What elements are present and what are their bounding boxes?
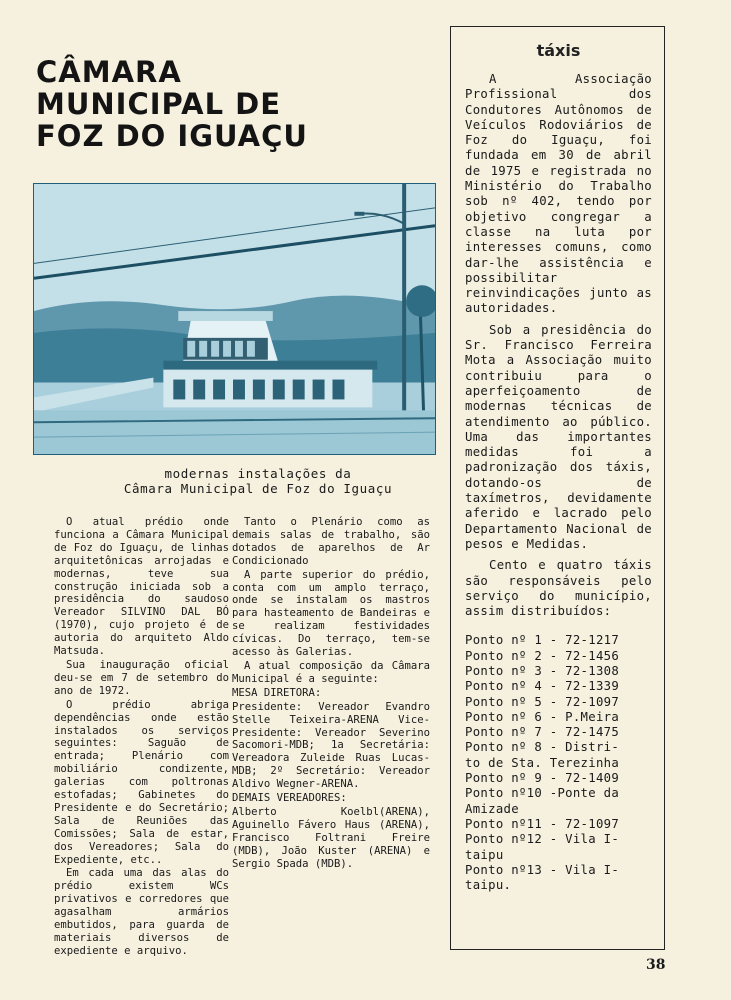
taxi-point-continuation: to de Sta. Terezinha: [465, 755, 620, 770]
list-item: [465, 817, 652, 832]
list-item: [465, 863, 652, 894]
taxi-point: Ponto nº 7 - 72-1475: [465, 725, 620, 740]
taxi-point-continuation: taipu.: [465, 878, 512, 893]
taxi-point: Ponto nº 2 - 72-1456: [465, 648, 620, 663]
article-paragraph: O atual prédio onde funciona a Câmara Municipal de Foz do Iguaçu, de linhas arquitetônicas arrojadas e modernas, teve sua construção iniciada sob a presidência do saudoso Vereador SILVINO DAL BÓ (1970), cujo projeto é de autoria do arquiteto Aldo Matsuda.: [54, 516, 229, 658]
article-paragraph: Em cada uma das alas do prédio existem WCs privativos e corredores que agasalham armários embutidos, para guarda de materiais diversos de expediente e arquivo.: [54, 867, 229, 957]
mesa-diretora-list: Presidente: Vereador Evandro Stelle Teixeira-ARENA Vice-Presidente: Vereador Severino Sacomori-MDB; 1a Secretária: Vereadora Zuleide Ruas Lucas-MDB; 2º Secretário: Vereador Aldivo Wegner-ARENA.: [232, 700, 430, 791]
page-number: 38: [646, 957, 666, 973]
article-column-middle: [232, 516, 430, 871]
list-item: [465, 679, 652, 694]
demais-vereadores-list: Alberto Koelbl(ARENA), Aguinello Fávero Haus (ARENA), Francisco Foltrani Freire (MDB), João Kuster (ARENA) e Sergio Spada (MDB).: [232, 805, 430, 870]
taxi-point: Ponto nº11 - 72-1097: [465, 816, 620, 831]
taxi-point: Ponto nº13 - Vila I-: [465, 862, 620, 877]
caption-line-1: modernas instalações da: [164, 466, 352, 481]
taxi-point: Ponto nº12 - Vila I-: [465, 832, 620, 847]
photo-caption: [88, 466, 428, 496]
list-item: [465, 695, 652, 710]
sidebar-paragraph: Sob a presidência do Sr. Francisco Ferreira Mota a Associação muito contribuiu para o aperfeiçoamento de modernas técnicas de atendimento ao público. Uma das importantes medidas foi a padronização dos táxis, dotando-os de taxímetros, devidamente aferido e lacrado pelo Departamento Nacional de pesos e Medidas.: [465, 322, 652, 551]
demais-vereadores-heading: DEMAIS VEREADORES:: [232, 792, 347, 805]
taxi-points-list: [465, 633, 652, 893]
sidebar-paragraph: Cento e quatro táxis são responsáveis pelo serviço do município, assim distribuídos:: [465, 558, 652, 619]
page-title: [36, 56, 356, 152]
article-paragraph: Tanto o Plenário como as demais salas de trabalho, são dotados de aparelhos de Ar Condicionado: [232, 516, 430, 567]
article-paragraph: O prédio abriga dependências onde estão instalados os serviços seguintes: Saguão de entrada; Plenário com mobiliário condizente, galerias com poltronas estofadas; Gabinetes do Presidente e do Secretário; Sala de Reuniões das Comissões; Sala de estar, dos Vereadores; Sala do Expediente, etc..: [54, 698, 229, 866]
taxi-point: Ponto nº 8 - Distri-: [465, 740, 620, 755]
list-item: [465, 725, 652, 740]
article-paragraph: A atual composição da Câmara Municipal é a seguinte:: [232, 659, 430, 685]
taxi-point: Ponto nº 1 - 72-1217: [465, 633, 620, 648]
list-item: [465, 771, 652, 786]
list-item: [465, 649, 652, 664]
title-line-2: MUNICIPAL DE: [36, 87, 282, 121]
taxi-point: Ponto nº10 -Ponte da: [465, 786, 620, 801]
list-item: [465, 786, 652, 817]
taxi-point: Ponto nº 5 - 72-1097: [465, 694, 620, 709]
mesa-diretora-heading: MESA DIRETORA:: [232, 686, 322, 699]
list-item: [465, 664, 652, 679]
title-line-3: FOZ DO IGUAÇU: [36, 119, 308, 153]
title-line-1: CÂMARA: [36, 55, 182, 89]
article-paragraph: A parte superior do prédio, conta com um amplo terraço, onde se instalam os mastros para hasteamento de Bandeiras e se realizam festividades cívicas. Do terraço, tem-se acesso às Galerias.: [232, 568, 430, 659]
sidebar-paragraph: A Associação Profissional dos Condutores Autônomos de Veículos Rodoviários de Foz do Iguaçu, foi fundada em 30 de abril de 1975 e registrada no Ministério do Trabalho sob nº 402, tendo por objetivo congregar a classe na luta por interesses comuns, como dar-lhe assistência e possibilitar reinvindicações junto as autoridades.: [465, 72, 652, 316]
taxi-point-continuation: taipu: [465, 847, 504, 862]
list-item: [465, 710, 652, 725]
taxi-point: Ponto nº 3 - 72-1308: [465, 663, 620, 678]
list-item: [465, 740, 652, 771]
building-photo: [33, 183, 436, 455]
article-paragraph: Sua inauguração oficial deu-se em 7 de setembro do ano de 1972.: [54, 658, 229, 697]
taxi-sidebar-box: [450, 26, 665, 950]
caption-line-2: Câmara Municipal de Foz do Iguaçu: [123, 481, 393, 496]
article-column-left: [54, 516, 229, 959]
taxi-point: Ponto nº 9 - 72-1409: [465, 771, 620, 786]
list-item: [465, 633, 652, 648]
sidebar-title: táxis: [536, 41, 581, 60]
taxi-point-continuation: Amizade: [465, 801, 519, 816]
list-item: [465, 832, 652, 863]
taxi-point: Ponto nº 4 - 72-1339: [465, 679, 620, 694]
taxi-point: Ponto nº 6 - P.Meira: [465, 709, 620, 724]
